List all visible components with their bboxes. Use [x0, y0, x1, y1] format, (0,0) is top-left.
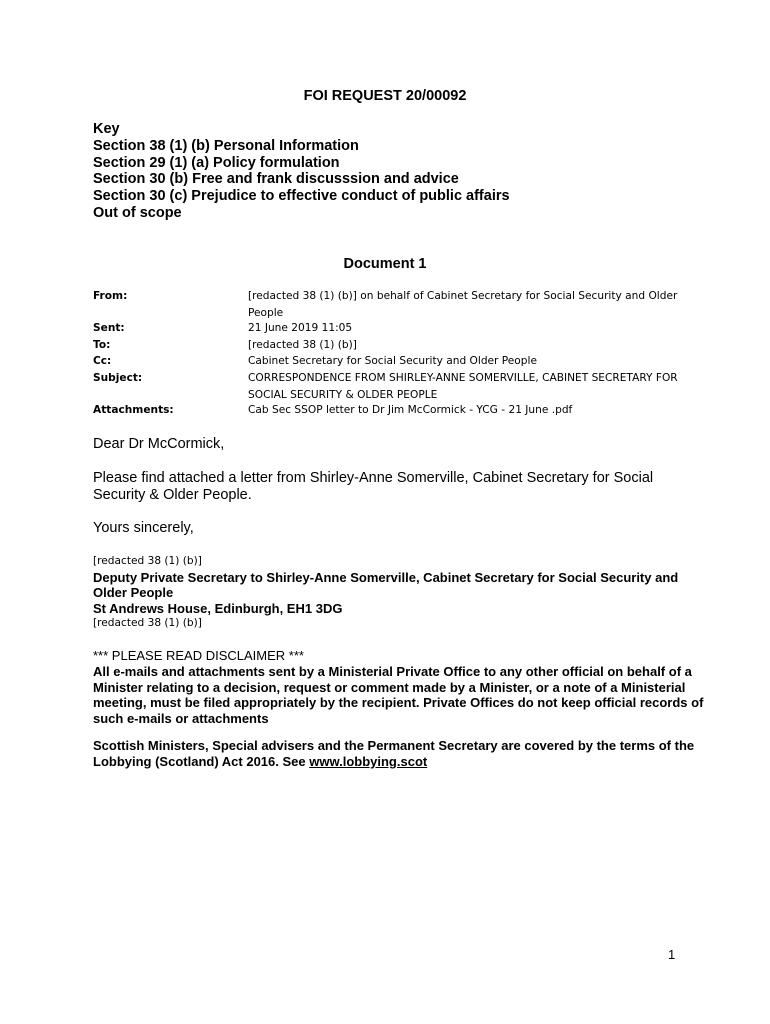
key-item: Section 30 (c) Prejudice to effective conduct of public affairs: [93, 188, 510, 205]
lobbying-link[interactable]: www.lobbying.scot: [309, 753, 428, 769]
key-item: Out of scope: [93, 204, 182, 221]
greeting: Dear Dr McCormick,: [93, 436, 225, 452]
key-item: Section 29 (1) (a) Policy formulation: [93, 154, 340, 171]
disclaimer-text: All e-mails and attachments sent by a Ministerial Private Office to any other official on behalf of a Minister relating to a decision, request or comment made by a Minister, or a note of a Ministerial meeting, must be filed appropriately by the recipient. Private Offices do not keep official records of such e-mails or attachments: [93, 663, 704, 727]
sent-value: 21 June 2019 11:05: [248, 322, 353, 334]
body-paragraph: Please find attached a letter from Shirley-Anne Somerville, Cabinet Secretary for Social Security & Older People.: [93, 470, 654, 503]
lobbying-text: Scottish Ministers, Special advisers and the Permanent Secretary are covered by the terms of the Lobbying (Scotland) Act 2016. See: [93, 738, 695, 769]
page-number: 1: [668, 947, 676, 962]
from-value: [redacted 38 (1) (b)] on behalf of Cabinet Secretary for Social Security and Older People: [248, 290, 678, 319]
cc-value: Cabinet Secretary for Social Security and Older People: [248, 355, 537, 367]
from-label: From:: [93, 290, 128, 302]
key-item: Section 30 (b) Free and frank discusssion and advice: [93, 171, 459, 188]
disclaimer-heading: *** PLEASE READ DISCLAIMER ***: [93, 648, 304, 663]
cc-label: Cc:: [93, 355, 112, 367]
signature-redacted: [redacted 38 (1) (b)]: [93, 555, 202, 567]
page-title: FOI REQUEST 20/00092: [303, 88, 467, 104]
attachment-link[interactable]: Cab Sec SSOP letter to Dr Jim McCormick - YCG - 21 June .pdf: [248, 404, 573, 416]
closing: Yours sincerely,: [93, 520, 194, 536]
key-section: [93, 121, 510, 222]
subject-label: Subject:: [93, 372, 143, 384]
subject-value: CORRESPONDENCE FROM SHIRLEY-ANNE SOMERVILLE, CABINET SECRETARY FOR SOCIAL SECURITY & OLDER PEOPLE: [248, 372, 678, 401]
to-label: To:: [93, 339, 111, 351]
signature-block: [93, 554, 713, 632]
disclaimer-block: [93, 648, 713, 727]
sent-label: Sent:: [93, 322, 125, 334]
signature-address: St Andrews House, Edinburgh, EH1 3DG: [93, 600, 343, 616]
signature-redacted: [redacted 38 (1) (b)]: [93, 617, 202, 629]
key-item: Section 38 (1) (b) Personal Information: [93, 137, 359, 154]
lobbying-notice: [93, 738, 713, 770]
key-heading: Key: [93, 121, 120, 137]
attachments-label: Attachments:: [93, 404, 174, 416]
to-value: [redacted 38 (1) (b)]: [248, 339, 357, 351]
signature-role: Deputy Private Secretary to Shirley-Anne Somerville, Cabinet Secretary for Social Security and Older People: [93, 569, 679, 600]
document-title: Document 1: [343, 256, 427, 272]
